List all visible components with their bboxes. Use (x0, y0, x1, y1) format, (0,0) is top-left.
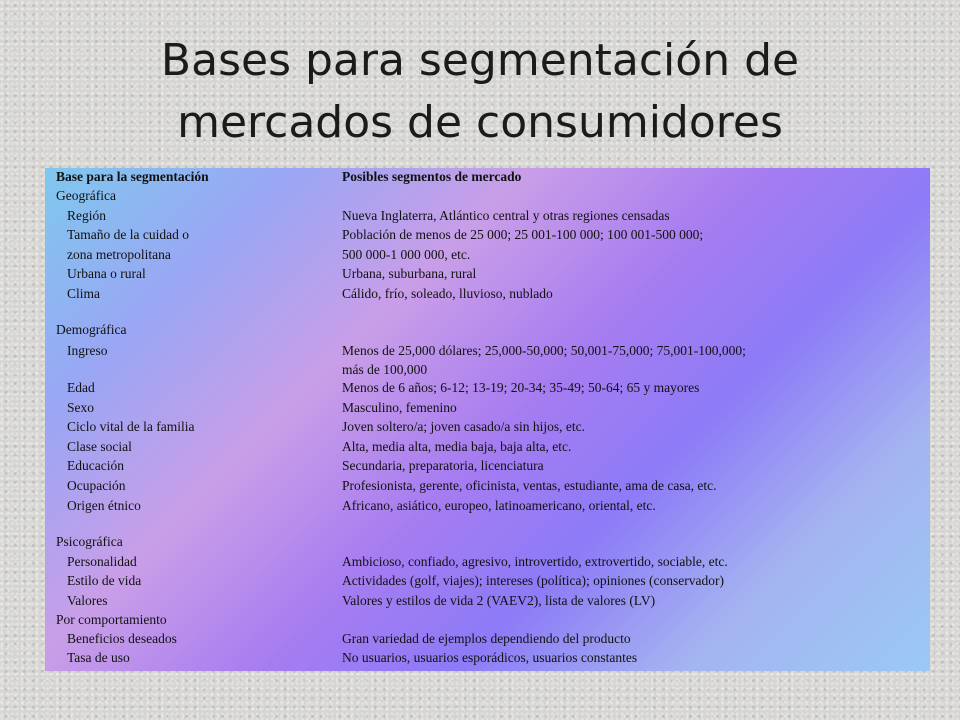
row-segments: Masculino, femenino (342, 400, 457, 415)
row-segments: No usuarios, usuarios esporádicos, usuarios constantes (342, 650, 638, 665)
row-base: Ciclo vital de la familia (67, 419, 195, 434)
table-row (45, 226, 930, 244)
row-base: Origen étnico (67, 498, 141, 513)
row-segments: Profesionista, gerente, oficinista, ventas, estudiante, ama de casa, etc. (342, 478, 717, 493)
row-segments: Gran variedad de ejemplos dependiendo del producto (342, 631, 631, 646)
row-base: Clima (67, 286, 100, 301)
table-row (45, 207, 930, 225)
row-base: Estilo de vida (67, 573, 142, 588)
table-row (45, 497, 930, 515)
segmentation-table (45, 168, 930, 671)
header-segments: Posibles segmentos de mercado (342, 169, 522, 184)
row-segments: 500 000-1 000 000, etc. (342, 247, 471, 262)
row-segments: Menos de 25,000 dólares; 25,000-50,000; 50,001-75,000; 75,001-100,000; (342, 343, 746, 358)
table-row (45, 361, 930, 379)
table-row (45, 379, 930, 397)
row-segments: Nueva Inglaterra, Atlántico central y otras regiones censadas (342, 208, 670, 223)
row-base: Educación (67, 458, 124, 473)
table-row (45, 533, 930, 551)
table-row (45, 572, 930, 590)
row-segments: Africano, asiático, europeo, latinoamericano, oriental, etc. (342, 498, 656, 513)
row-segments: más de 100,000 (342, 362, 428, 377)
table-row (45, 649, 930, 667)
table-row (45, 611, 930, 629)
row-base: Valores (67, 593, 108, 608)
table-row (45, 477, 930, 495)
slide-title (0, 30, 960, 154)
row-segments: Actividades (golf, viajes); intereses (política); opiniones (conservador) (342, 573, 725, 588)
row-base: Tasa de uso (67, 650, 130, 665)
title-line-2: mercados de consumidores (177, 97, 783, 148)
table-row (45, 399, 930, 417)
row-segments: Menos de 6 años; 6-12; 13-19; 20-34; 35-49; 50-64; 65 y mayores (342, 380, 700, 395)
row-segments: Cálido, frío, soleado, lluvioso, nublado (342, 286, 553, 301)
table-header (45, 168, 930, 186)
row-segments: Urbana, suburbana, rural (342, 266, 477, 281)
row-segments: Valores y estilos de vida 2 (VAEV2), lista de valores (LV) (342, 593, 656, 608)
table-row (45, 592, 930, 610)
table-row (45, 553, 930, 571)
row-base: Edad (67, 380, 95, 395)
row-segments: Ambicioso, confiado, agresivo, introvertido, extrovertido, sociable, etc. (342, 554, 728, 569)
table-row (45, 457, 930, 475)
row-base: Personalidad (67, 554, 137, 569)
table-row (45, 246, 930, 264)
table-row (45, 285, 930, 303)
row-base: Ocupación (67, 478, 126, 493)
table-row (45, 418, 930, 436)
table-row (45, 438, 930, 456)
row-segments: Alta, media alta, media baja, baja alta, etc. (342, 439, 572, 454)
row-base: Ingreso (67, 343, 108, 358)
row-base: Clase social (67, 439, 132, 454)
table-row (45, 321, 930, 339)
table-row (45, 630, 930, 648)
row-base: Demográfica (56, 322, 127, 337)
row-base: Sexo (67, 400, 94, 415)
row-base: Urbana o rural (67, 266, 146, 281)
table-row (45, 265, 930, 283)
title-line-1: Bases para segmentación de (160, 35, 800, 86)
table-row (45, 187, 930, 205)
row-base: Geográfica (56, 188, 116, 203)
row-base: Por comportamiento (56, 612, 167, 627)
row-base: Tamaño de la cuidad o (67, 227, 190, 242)
row-segments: Joven soltero/a; joven casado/a sin hijos, etc. (342, 419, 585, 434)
row-base: zona metropolitana (67, 247, 171, 262)
table-row (45, 342, 930, 360)
header-base: Base para la segmentación (56, 169, 209, 184)
row-segments: Población de menos de 25 000; 25 001-100 000; 100 001-500 000; (342, 227, 704, 242)
row-base: Región (67, 208, 106, 223)
row-segments: Secundaria, preparatoria, licenciatura (342, 458, 544, 473)
row-base: Psicográfica (56, 534, 123, 549)
row-base: Beneficios deseados (67, 631, 177, 646)
